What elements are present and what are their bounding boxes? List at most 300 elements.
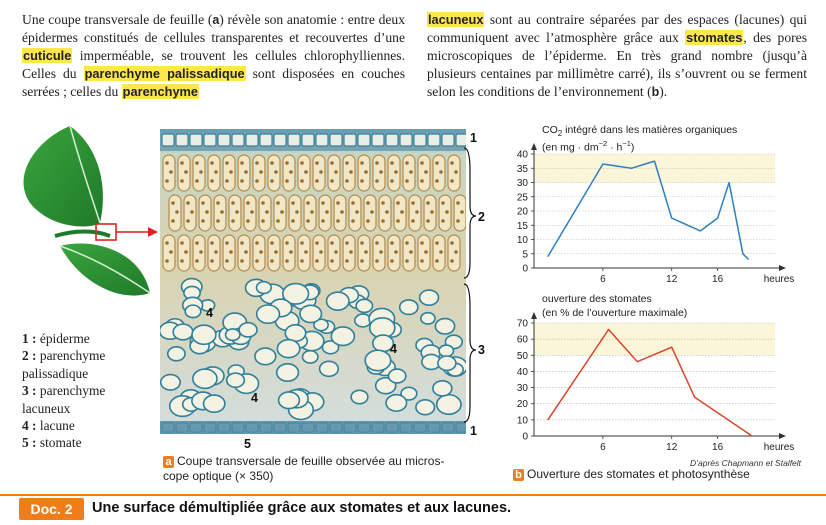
palisade-cell — [433, 235, 445, 271]
chart1-unit: (en mg · $dm^{-2} \cdot h^{-1}$) — [542, 139, 635, 154]
chart-stomata — [505, 312, 815, 460]
chloroplast — [304, 170, 308, 174]
palisade-cell — [448, 155, 460, 191]
chloroplast — [261, 219, 265, 223]
chloroplast — [171, 219, 175, 223]
y-tick-label: 10 — [516, 235, 528, 246]
chloroplast — [289, 250, 293, 254]
palisade-cell — [223, 235, 235, 271]
chloroplast — [409, 250, 413, 254]
footer-rule — [0, 493, 826, 497]
palisade-cell — [253, 235, 265, 271]
y-axis-arrow — [531, 143, 537, 150]
palisade-cell — [364, 195, 376, 231]
chloroplast — [291, 219, 295, 223]
spongy-cell — [257, 305, 280, 323]
chloroplast — [165, 161, 169, 165]
chloroplast — [201, 201, 205, 205]
chloroplast — [366, 219, 370, 223]
chloroplast — [424, 250, 428, 254]
spongy-cell — [420, 290, 439, 305]
y-tick-label: 5 — [522, 249, 528, 261]
chloroplast — [435, 179, 439, 183]
epidermis-cell — [302, 134, 314, 146]
label-spongy: 3 — [478, 343, 485, 357]
spongy-cell — [203, 395, 224, 412]
chloroplast — [255, 259, 259, 263]
chloroplast — [349, 170, 353, 174]
palisade-cell — [328, 235, 340, 271]
chloroplast — [345, 161, 349, 165]
x-axis-label: heures — [763, 442, 795, 453]
chloroplast — [244, 170, 248, 174]
spongy-cell — [437, 395, 461, 414]
chloroplast — [456, 201, 460, 205]
label-epidermis-top: 1 — [470, 131, 477, 145]
y-tick-label: 30 — [516, 383, 528, 395]
palisade-cell — [373, 235, 385, 271]
epidermis-cell — [344, 134, 356, 146]
chloroplast — [306, 219, 310, 223]
caption-a — [163, 454, 463, 484]
chloroplast — [405, 179, 409, 183]
spongy-cell — [388, 369, 405, 383]
y-axis-arrow — [531, 312, 537, 319]
chloroplast — [450, 161, 454, 165]
palisade-cell — [178, 235, 190, 271]
chloroplast — [420, 161, 424, 165]
chloroplast — [405, 259, 409, 263]
legend — [22, 330, 105, 452]
highlight-lacuneux: lacuneux — [428, 12, 484, 27]
chloroplast — [210, 161, 214, 165]
chloroplast — [411, 219, 415, 223]
chloroplast — [351, 201, 355, 205]
chloroplast — [300, 259, 304, 263]
chloroplast — [405, 241, 409, 245]
chloroplast — [390, 241, 394, 245]
chloroplast — [336, 219, 340, 223]
chloroplast — [250, 210, 254, 214]
x-tick-label: 12 — [666, 442, 678, 453]
chloroplast — [420, 179, 424, 183]
highlight-stomates: stomates — [686, 30, 743, 45]
epidermis-cell — [316, 134, 328, 146]
y-tick-label: 35 — [516, 163, 528, 175]
legend-item: palissadique — [22, 365, 89, 381]
caption-a-line2: cope optique (× 350) — [163, 469, 274, 483]
chloroplast — [366, 201, 370, 205]
palisade-cell — [358, 155, 370, 191]
chloroplast — [390, 161, 394, 165]
spongy-cell — [433, 381, 452, 396]
palisade-cell — [343, 235, 355, 271]
caption-b-text: Ouverture des stomates et photosynthèse — [527, 467, 750, 481]
chloroplast — [381, 219, 385, 223]
palisade-cell — [409, 195, 421, 231]
spongy-cell — [226, 329, 240, 341]
label-lacune: 4 — [390, 342, 397, 356]
spongy-cell — [356, 299, 372, 312]
legend-item: 2 : parenchyme — [22, 348, 106, 364]
y-tick-label: 20 — [516, 399, 528, 411]
chloroplast — [165, 241, 169, 245]
palisade-cell — [388, 235, 400, 271]
chloroplast — [375, 259, 379, 263]
credit: D’après Chapmann et Stalfelt — [690, 458, 802, 468]
chloroplast — [210, 179, 214, 183]
chloroplast — [201, 219, 205, 223]
spongy-cell — [439, 345, 453, 357]
palisade-cell — [193, 155, 205, 191]
chloroplast — [360, 259, 364, 263]
spongy-cell — [255, 348, 276, 365]
palisade-cell — [259, 195, 271, 231]
chloroplast — [400, 210, 404, 214]
chloroplast — [184, 170, 188, 174]
chloroplast — [231, 219, 235, 223]
chloroplast — [225, 259, 229, 263]
epidermis-cell — [386, 134, 398, 146]
chloroplast — [255, 241, 259, 245]
epidermis-cell — [288, 134, 300, 146]
chloroplast — [340, 210, 344, 214]
chloroplast — [216, 201, 220, 205]
chart-co2 — [505, 140, 815, 290]
palisade-cell — [163, 235, 175, 271]
palisade-cell — [208, 155, 220, 191]
legend-item: 5 : stomate — [22, 435, 82, 451]
x-tick-label: 16 — [712, 274, 724, 285]
doc-title: Une surface démultipliée grâce aux stomates et aux lacunes. — [92, 500, 512, 516]
chloroplast — [195, 241, 199, 245]
palisade-cell — [283, 155, 295, 191]
y-tick-label: 70 — [516, 318, 528, 330]
chloroplast — [180, 259, 184, 263]
chloroplast — [390, 179, 394, 183]
epidermis-cell — [190, 134, 202, 146]
label-stomate: 5 — [244, 437, 251, 451]
palisade-cell — [433, 155, 445, 191]
chloroplast — [415, 210, 419, 214]
chloroplast — [435, 161, 439, 165]
palisade-cell — [313, 235, 325, 271]
chloroplast — [186, 201, 190, 205]
chloroplast — [216, 219, 220, 223]
palisade-cell — [298, 155, 310, 191]
palisade-cell — [439, 195, 451, 231]
badge-b: b — [513, 469, 524, 481]
chloroplast — [321, 201, 325, 205]
legend-item: 4 : lacune — [22, 418, 75, 434]
chloroplast — [300, 241, 304, 245]
y-tick-label: 30 — [516, 178, 528, 189]
chloroplast — [175, 210, 179, 214]
palisade-cell — [169, 195, 181, 231]
chloroplast — [330, 179, 334, 183]
chloroplast — [220, 210, 224, 214]
palisade-cell — [448, 235, 460, 271]
x-tick-label: 12 — [666, 274, 678, 285]
chloroplast — [411, 201, 415, 205]
spongy-cell — [351, 390, 368, 403]
chloroplast — [186, 219, 190, 223]
spongy-cell — [173, 324, 193, 340]
palisade-cell — [388, 155, 400, 191]
spongy-cell — [386, 395, 407, 411]
y-tick-label: 25 — [516, 192, 528, 204]
chloroplast — [450, 259, 454, 263]
text-segment: ) révèle son anatomie : entre deux épidermes constitués de cellules transparentes et recouvertes d’une — [22, 12, 405, 45]
chart2-unit: (en % de l’ouverture maximale) — [542, 307, 688, 319]
chloroplast — [169, 250, 173, 254]
palisade-cell — [379, 195, 391, 231]
chloroplast — [300, 179, 304, 183]
chloroplast — [390, 259, 394, 263]
palisade-cell — [319, 195, 331, 231]
epidermis-cell — [358, 134, 370, 146]
chloroplast — [435, 241, 439, 245]
y-tick-label: 60 — [516, 334, 528, 346]
badge-a: a — [163, 456, 174, 468]
palisade-cell — [214, 195, 226, 231]
chloroplast — [396, 201, 400, 205]
epidermis-cell — [442, 134, 454, 146]
chloroplast — [240, 241, 244, 245]
palisade-cell — [373, 155, 385, 191]
legend-item: 3 : parenchyme — [22, 383, 106, 399]
chloroplast — [285, 259, 289, 263]
spongy-cell — [161, 375, 180, 391]
chloroplast — [375, 179, 379, 183]
chloroplast — [169, 170, 173, 174]
chloroplast — [214, 250, 218, 254]
epidermis-cell — [246, 134, 258, 146]
spongy-cell — [435, 319, 454, 334]
chloroplast — [270, 259, 274, 263]
palisade-cell — [289, 195, 301, 231]
chloroplast — [450, 179, 454, 183]
chloroplast — [321, 219, 325, 223]
spongy-cell — [239, 323, 257, 337]
chloroplast — [171, 201, 175, 205]
chloroplast — [304, 250, 308, 254]
chloroplast — [210, 241, 214, 245]
text-segment: , des pores microscopiques de l’épiderme. En très grand nombre (jusqu’à plusieurs centaines par millimètre carré), ils s’ouvrent ou se ferment selon les conditions de l’environnement ( — [427, 30, 808, 99]
spongy-cell — [421, 313, 435, 324]
chloroplast — [330, 161, 334, 165]
chloroplast — [330, 241, 334, 245]
chloroplast — [300, 161, 304, 165]
palisade-cell — [223, 155, 235, 191]
palisade-cell — [424, 195, 436, 231]
chloroplast — [295, 210, 299, 214]
lower-epidermis — [160, 421, 466, 434]
chloroplast — [180, 161, 184, 165]
chloroplast — [375, 241, 379, 245]
y-tick-label: 0 — [522, 431, 528, 443]
chloroplast — [199, 250, 203, 254]
chloroplast — [364, 250, 368, 254]
label-lacune: 4 — [251, 391, 258, 405]
chloroplast — [306, 201, 310, 205]
epidermis-cell — [414, 134, 426, 146]
palisade-cell — [199, 195, 211, 231]
palisade-cell — [253, 155, 265, 191]
chloroplast — [426, 219, 430, 223]
intro-text-column-1 — [22, 11, 405, 101]
epidermis-cell — [372, 134, 384, 146]
palisade-cell — [349, 195, 361, 231]
chloroplast — [274, 250, 278, 254]
chloroplast — [274, 170, 278, 174]
chart1-title: $CO_2$ intégré dans les matières organiques — [542, 124, 738, 139]
chloroplast — [441, 201, 445, 205]
palisade-cell — [178, 155, 190, 191]
y-tick-label: 40 — [516, 149, 528, 161]
x-tick-label: 6 — [600, 274, 606, 285]
palisade-cell — [238, 155, 250, 191]
chloroplast — [310, 210, 314, 214]
chloroplast — [280, 210, 284, 214]
spongy-cell — [185, 305, 201, 317]
chloroplast — [285, 161, 289, 165]
chloroplast — [381, 201, 385, 205]
chloroplast — [394, 170, 398, 174]
leaf-upper — [24, 126, 103, 226]
palisade-cell — [334, 195, 346, 231]
epidermis-cell — [176, 134, 188, 146]
braces — [462, 140, 482, 440]
chloroplast — [360, 179, 364, 183]
micrograph-leaf-section — [160, 129, 466, 434]
chloroplast — [441, 219, 445, 223]
chloroplast — [426, 201, 430, 205]
palisade-cell — [184, 195, 196, 231]
palisade-cell — [313, 155, 325, 191]
chloroplast — [184, 250, 188, 254]
chloroplast — [285, 241, 289, 245]
chloroplast — [259, 250, 263, 254]
highlight-cuticule: cuticule — [23, 48, 72, 63]
chloroplast — [291, 201, 295, 205]
chloroplast — [375, 161, 379, 165]
chloroplast — [315, 241, 319, 245]
chloroplast — [439, 250, 443, 254]
brace-spongy — [464, 284, 476, 422]
chloroplast — [315, 179, 319, 183]
palisade-cell — [343, 155, 355, 191]
chloroplast — [445, 210, 449, 214]
chloroplast — [364, 170, 368, 174]
chloroplast — [334, 170, 338, 174]
chloroplast — [165, 179, 169, 183]
chloroplast — [255, 179, 259, 183]
palisade-cell — [283, 235, 295, 271]
chloroplast — [214, 170, 218, 174]
chloroplast — [355, 210, 359, 214]
palisade-cell — [193, 235, 205, 271]
chloroplast — [289, 170, 293, 174]
doc-badge: Doc. 2 — [19, 498, 84, 520]
chloroplast — [255, 161, 259, 165]
text-segment: sont disposées en couches serrées ; celles du — [22, 66, 405, 99]
chloroplast — [315, 161, 319, 165]
chloroplast — [405, 161, 409, 165]
palisade-cell — [208, 235, 220, 271]
spongy-cell — [257, 282, 272, 294]
zoom-arrow-head — [148, 227, 158, 237]
text-segment: sont au contraire séparées par des espaces (lacunes) qui communiquent avec l’atmosphère grâce aux — [427, 12, 807, 45]
chloroplast — [229, 170, 233, 174]
spongy-cell — [331, 327, 354, 345]
y-tick-label: 50 — [516, 350, 528, 362]
palisade-cell — [238, 235, 250, 271]
x-axis-label: heures — [763, 274, 795, 285]
spongy-cell — [300, 305, 322, 322]
chloroplast — [439, 170, 443, 174]
chloroplast — [276, 219, 280, 223]
chloroplast — [265, 210, 269, 214]
y-tick-label: 0 — [522, 263, 528, 275]
palisade-cell — [274, 195, 286, 231]
chloroplast — [394, 250, 398, 254]
chloroplast — [319, 250, 323, 254]
chloroplast — [180, 241, 184, 245]
spongy-cell — [320, 361, 339, 376]
palisade-cell — [268, 155, 280, 191]
caption-a-line1: Coupe transversale de feuille observée au micros- — [177, 454, 445, 468]
ref-b: b — [651, 85, 660, 99]
palisade-cells — [163, 155, 466, 271]
chloroplast — [285, 179, 289, 183]
spongy-cell — [400, 300, 418, 315]
chart2-title: ouverture des stomates — [542, 293, 652, 305]
chloroplast — [360, 161, 364, 165]
chloroplast — [270, 241, 274, 245]
epidermis-cell — [428, 134, 440, 146]
palisade-cell — [403, 155, 415, 191]
palisade-cell — [403, 235, 415, 271]
chloroplast — [315, 259, 319, 263]
chloroplast — [345, 259, 349, 263]
palisade-cell — [163, 155, 175, 191]
chloroplast — [259, 170, 263, 174]
x-axis-arrow — [779, 433, 786, 439]
palisade-cell — [229, 195, 241, 231]
chloroplast — [345, 241, 349, 245]
chloroplast — [430, 210, 434, 214]
chloroplast — [240, 259, 244, 263]
chloroplast — [396, 219, 400, 223]
spongy-cell — [168, 347, 185, 361]
chloroplast — [424, 170, 428, 174]
chloroplast — [195, 161, 199, 165]
highlight-parenchyme: parenchyme — [122, 84, 199, 99]
y-tick-label: 15 — [516, 220, 528, 232]
spongy-cell — [277, 340, 299, 358]
x-tick-label: 16 — [712, 442, 724, 453]
epidermis-cell — [400, 134, 412, 146]
chloroplast — [225, 241, 229, 245]
spongy-cell — [438, 356, 456, 370]
label-lacune: 4 — [206, 306, 213, 320]
chloroplast — [190, 210, 194, 214]
chloroplast — [270, 179, 274, 183]
epidermis-cell — [330, 134, 342, 146]
spongy-cell — [279, 392, 300, 409]
chloroplast — [334, 250, 338, 254]
